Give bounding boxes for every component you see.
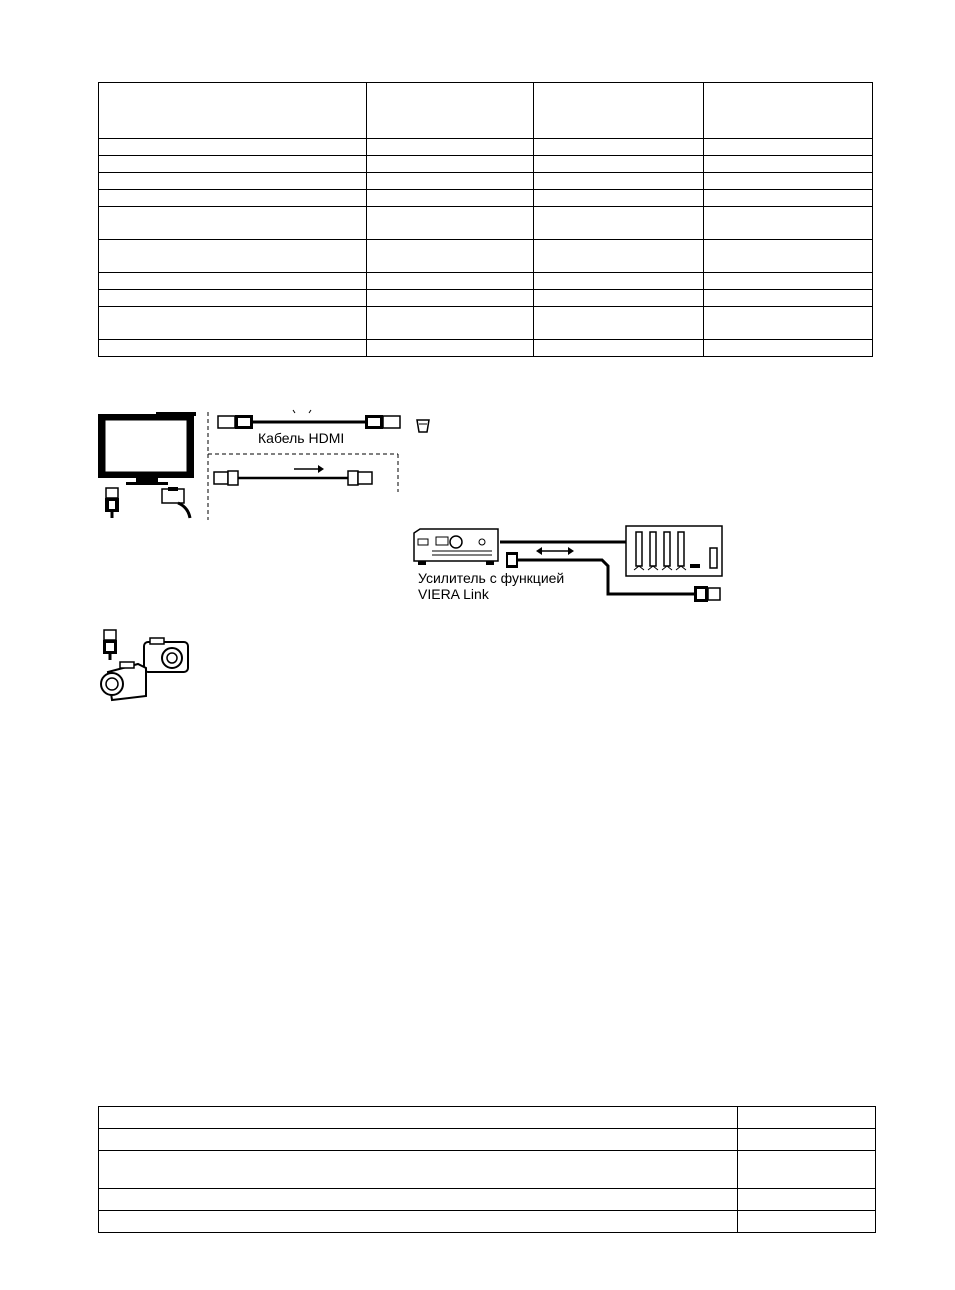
table-row [99,173,873,190]
table-row [99,307,873,340]
amplifier-label-line2: VIERA Link [418,586,489,602]
hdmi-cable-label: Кабель HDMI [258,430,345,446]
table-row [99,340,873,357]
table-row [99,240,873,273]
table-row [99,190,873,207]
table-header-row [99,1107,876,1129]
optical-port-icon [160,487,200,519]
table-row [99,1129,876,1151]
amplifier-label-line1: Усилитель с функцией [418,570,565,586]
speaker-system [498,524,728,604]
table-row [99,156,873,173]
hdmi-port-icon [103,487,123,519]
optical-cable [208,452,408,492]
table-row [99,290,873,307]
table-row [99,1189,876,1211]
table-row [99,207,873,240]
table-row [99,139,873,156]
table-row [99,273,873,290]
bottom-table [98,1106,876,1233]
table-row [99,1211,876,1233]
table-row [99,1151,876,1189]
table-header-row [99,83,873,139]
camera-camcorder-illustration [98,628,193,704]
top-table [98,82,873,357]
amplifier-illustration [412,527,502,567]
